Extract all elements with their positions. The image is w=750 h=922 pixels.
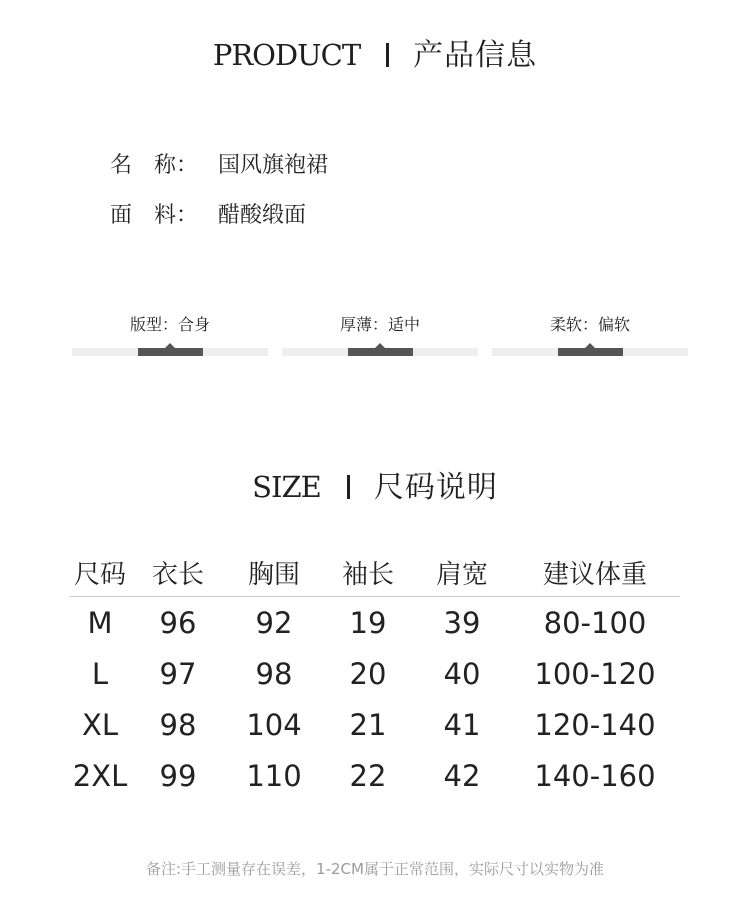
table-row <box>70 597 680 648</box>
product-fabric-label: 面 料： <box>110 203 199 228</box>
fit-label: 版型： <box>129 315 178 334</box>
table-cell: 2XL <box>72 758 128 793</box>
size-title-cn: 尺码说明 <box>373 470 498 505</box>
thickness-scale-pointer <box>374 343 386 349</box>
fit-scale-marker <box>138 348 203 356</box>
size-table <box>70 548 680 801</box>
title-divider <box>347 475 350 499</box>
header-length: 衣长 <box>151 559 204 590</box>
product-name-label: 名 称： <box>110 153 199 178</box>
table-cell: M <box>87 605 113 640</box>
table-cell: 39 <box>443 605 481 640</box>
table-row <box>70 699 680 750</box>
table-cell: 100-120 <box>534 656 656 691</box>
measurement-note: 备注:手工测量存在误差，1-2CM属于正常范围，实际尺寸以实物为准 <box>146 860 604 878</box>
table-cell: 21 <box>349 707 387 742</box>
product-title-cn: 产品信息 <box>413 38 538 73</box>
product-title-en: PRODUCT <box>212 38 361 72</box>
table-cell: L <box>91 656 109 691</box>
thickness-scale <box>282 312 478 335</box>
fit-scale-pointer <box>164 343 176 349</box>
title-divider <box>386 43 389 67</box>
header-bust: 胸围 <box>247 559 300 590</box>
fit-scale-label <box>72 312 268 335</box>
thickness-scale-label <box>282 312 478 335</box>
table-cell: 22 <box>349 758 387 793</box>
table-cell: 110 <box>246 758 302 793</box>
table-cell: 98 <box>255 656 293 691</box>
size-title-en: SIZE <box>252 470 321 504</box>
thickness-value: 适中 <box>388 315 421 334</box>
softness-scale <box>492 312 688 335</box>
table-cell: 104 <box>246 707 302 742</box>
size-section-title <box>0 462 750 506</box>
softness-scale-label <box>492 312 688 335</box>
header-shoulder: 肩宽 <box>435 559 488 590</box>
product-fabric-row <box>110 198 306 229</box>
table-cell: 96 <box>159 605 197 640</box>
table-cell: 40 <box>443 656 481 691</box>
softness-scale-marker <box>558 348 623 356</box>
table-cell: 80-100 <box>543 605 647 640</box>
softness-scale-pointer <box>584 343 596 349</box>
table-cell: XL <box>81 707 119 742</box>
thickness-scale-marker <box>348 348 413 356</box>
table-cell: 20 <box>349 656 387 691</box>
table-row <box>70 648 680 699</box>
table-row <box>70 750 680 801</box>
header-size: 尺码 <box>73 559 126 590</box>
table-cell: 92 <box>255 605 293 640</box>
product-section-title <box>0 30 750 74</box>
product-fabric-value: 醋酸缎面 <box>218 203 307 228</box>
fit-value: 合身 <box>178 315 211 334</box>
product-name-value: 国风旗袍裙 <box>218 153 329 178</box>
size-table-header <box>70 548 680 597</box>
table-cell: 19 <box>349 605 387 640</box>
fit-scale <box>72 312 268 335</box>
table-cell: 140-160 <box>534 758 656 793</box>
softness-value: 偏软 <box>598 315 631 334</box>
product-name-row <box>110 148 328 179</box>
table-cell: 97 <box>159 656 197 691</box>
header-weight: 建议体重 <box>542 559 647 590</box>
table-cell: 98 <box>159 707 197 742</box>
table-cell: 41 <box>443 707 481 742</box>
table-cell: 99 <box>159 758 197 793</box>
softness-label: 柔软： <box>549 315 598 334</box>
table-cell: 120-140 <box>534 707 656 742</box>
table-cell: 42 <box>443 758 481 793</box>
header-sleeve: 袖长 <box>341 559 394 590</box>
thickness-label: 厚薄： <box>339 315 388 334</box>
